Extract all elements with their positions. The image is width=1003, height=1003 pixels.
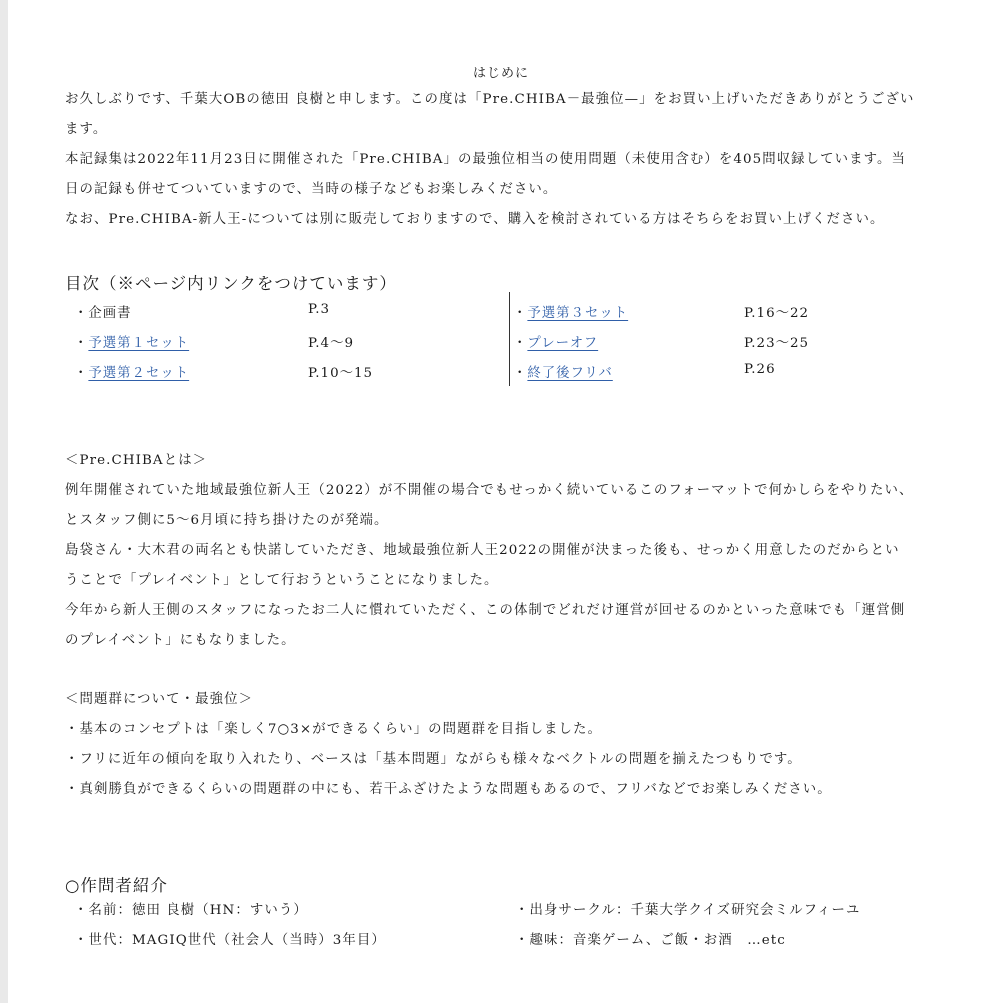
toc-heading: 目次（※ページ内リンクをつけています） [65,274,397,293]
toc-bullet: ・ [74,366,89,381]
author-hobby: ・趣味：音楽ゲーム、ご飯・お酒 …etc [515,933,786,948]
toc-bullet: ・ [513,366,528,381]
toc-page: P.26 [744,362,776,377]
intro-line: ます。 [65,122,108,137]
questions-line: ・基本のコンセプトは「楽しく7○3×ができるくらい」の問題群を目指しました。 [65,722,603,737]
toc-bullet: ・ [74,336,89,351]
questions-line: ・真剣勝負ができるくらいの問題群の中にも、若干ふざけたような問題もあるので、フリバなどでお楽しみください。 [65,782,832,797]
toc-page: P.16～22 [744,306,810,321]
questions-heading: ＜問題群について・最強位＞ [65,692,254,707]
toc-item-set1[interactable] [74,332,189,351]
questions-line: ・フリに近年の傾向を取り入れたり、ベースは「基本問題」ながらも様々なベクトルの問題を揃えたつもりです。 [65,752,802,767]
toc-item-planning: ・企画書 [74,306,132,321]
intro-line: 日の記録も併せてついていますので、当時の様子などもお楽しみください。 [65,182,558,197]
toc-bullet: ・ [513,306,528,321]
toc-item-freebattle[interactable] [513,362,613,381]
toc-link[interactable]: 予選第３セット [527,306,629,321]
about-line: うことで「プレイベント」として行おうということになりました。 [65,573,499,588]
author-generation: ・世代：MAGIQ世代（社会人（当時）3年目） [74,933,386,948]
about-line: 今年から新人王側のスタッフになったお二人に慣れていただく、この体制でどれだけ運営が回せるのかといった意味でも「運営側 [65,603,906,618]
toc-item-set2[interactable] [74,362,189,381]
author-heading: ○作問者紹介 [65,876,168,895]
toc-link[interactable]: 予選第２セット [88,366,190,381]
about-line: とスタッフ側に5～6月頃に持ち掛けたのが発端。 [65,513,389,528]
toc-page: P.3 [308,302,331,317]
intro-line: 本記録集は2022年11月23日に開催された「Pre.CHIBA」の最強位相当の使用問題（未使用含む）を405問収録しています。当 [65,152,907,167]
about-line: 例年開催されていた地域最強位新人王（2022）が不開催の場合でもせっかく続いているこのフォーマットで何かしらをやりたい、 [65,483,914,498]
intro-line: お久しぶりです、千葉大OBの徳田 良樹と申します。この度は「Pre.CHIBA－最強位—」をお買い上げいただきありがとうござい [65,92,915,107]
author-circle: ・出身サークル：千葉大学クイズ研究会ミルフィーユ [515,903,861,918]
toc-item-playoff[interactable] [513,332,598,351]
toc-page: P.23～25 [744,336,810,351]
toc-link[interactable]: 終了後フリバ [527,366,613,381]
toc-divider [509,292,510,386]
intro-line: なお、Pre.CHIBA-新人王-については別に販売しておりますので、購入を検討されている方はそちらをお買い上げください。 [65,212,885,227]
about-line: 島袋さん・大木君の両名とも快諾していただき、地域最強位新人王2022の開催が決まった後も、せっかく用意したのだからとい [65,543,900,558]
toc-bullet: ・ [513,336,528,351]
about-heading: ＜Pre.CHIBAとは＞ [65,453,208,468]
toc-page: P.4～9 [308,336,354,351]
about-line: のプレイベント」にもなりました。 [65,633,296,648]
toc-link[interactable]: プレーオフ [527,336,599,351]
document-page [8,0,1003,1003]
toc-page: P.10～15 [308,366,374,381]
intro-title: はじめに [473,66,530,81]
toc-link[interactable]: 予選第１セット [88,336,190,351]
toc-item-set3[interactable] [513,302,628,321]
author-name: ・名前：徳田 良樹（HN：すいう） [74,903,308,918]
